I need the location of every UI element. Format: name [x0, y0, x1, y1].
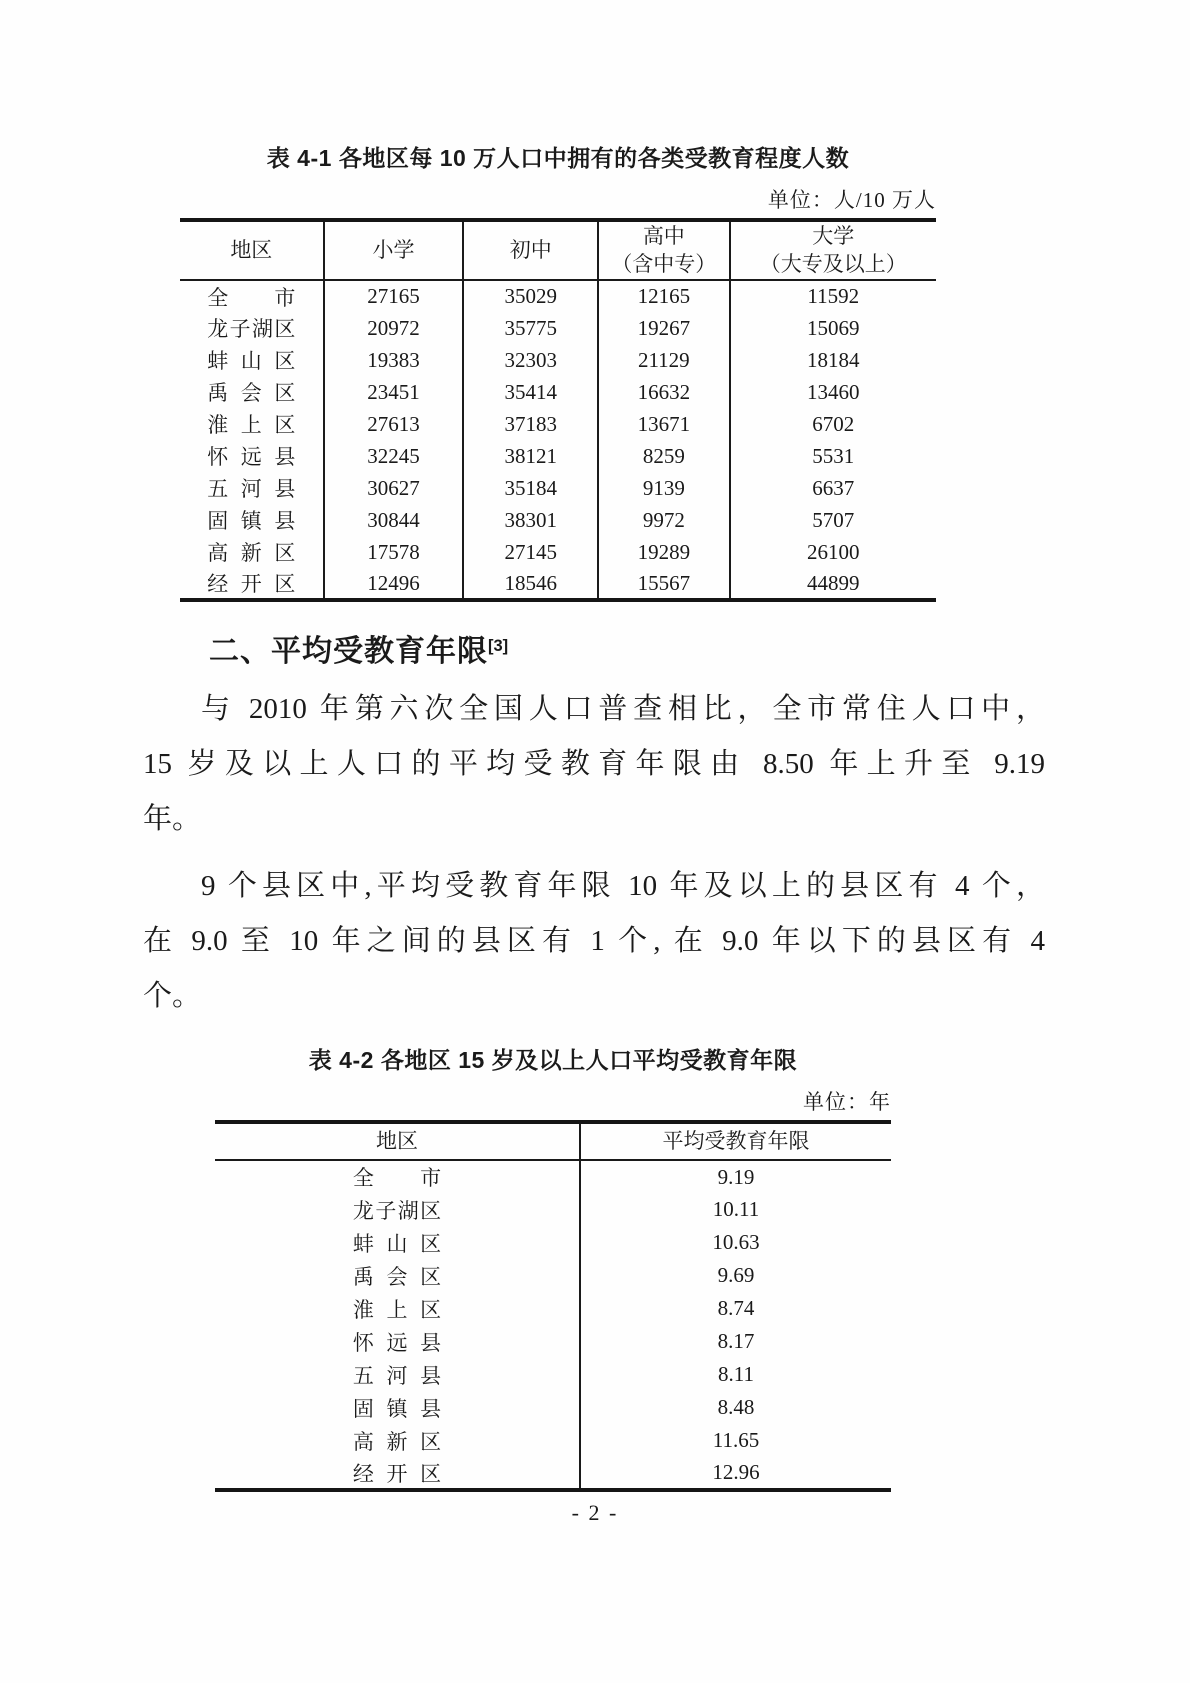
cell-junior: 32303 [463, 344, 598, 376]
cell-senior: 9139 [598, 472, 730, 504]
table-row [180, 280, 936, 312]
cell-years: 9.19 [580, 1160, 891, 1193]
table-row [180, 312, 936, 344]
cell-region [180, 280, 324, 312]
cell-region [215, 1160, 580, 1193]
region-label: 淮上区 [352, 1297, 442, 1322]
cell-region [215, 1226, 580, 1259]
cell-years: 8.17 [580, 1325, 891, 1358]
region-label: 怀远县 [352, 1330, 442, 1355]
cell-primary: 27165 [324, 280, 464, 312]
region-label: 全市 [207, 285, 296, 310]
table-4-1-unit: 单位：人/10 万人 [767, 188, 936, 212]
cell-senior: 12165 [598, 280, 730, 312]
table-4-2 [215, 1120, 891, 1492]
cell-years: 8.74 [580, 1292, 891, 1325]
cell-college: 6702 [730, 408, 936, 440]
cell-region [215, 1193, 580, 1226]
table-4-2-title: 表 4-2 各地区 15 岁及以上人口平均受教育年限 [308, 1047, 798, 1073]
cell-primary: 19383 [324, 344, 464, 376]
region-label: 龙子湖区 [207, 317, 296, 341]
cell-college: 18184 [730, 344, 936, 376]
cell-junior: 35414 [463, 376, 598, 408]
column-header-college-line2: （大专及以上） [759, 251, 907, 276]
table-4-2-unit: 单位：年 [803, 1090, 891, 1114]
cell-junior: 37183 [463, 408, 598, 440]
cell-junior: 38301 [463, 504, 598, 536]
page-number: - 2 - [571, 1500, 619, 1525]
column-header-region: 地区 [180, 220, 324, 280]
region-label: 龙子湖区 [352, 1198, 442, 1223]
table-header-row [215, 1122, 891, 1160]
region-label: 高新区 [207, 541, 296, 565]
table-row [180, 504, 936, 536]
table-row [180, 440, 936, 472]
paragraph-2 [143, 859, 1045, 1024]
table-4-1-title: 表 4-1 各地区每 10 万人口中拥有的各类受教育程度人数 [266, 145, 850, 171]
cell-senior: 13671 [598, 408, 730, 440]
cell-college: 15069 [730, 312, 936, 344]
table-row [180, 344, 936, 376]
cell-college: 13460 [730, 376, 936, 408]
column-header-senior-line2: （含中专） [611, 251, 717, 276]
section-heading-text: 二、平均受教育年限 [209, 635, 488, 668]
section-heading [143, 626, 1190, 670]
cell-years: 10.63 [580, 1226, 891, 1259]
region-label: 蚌山区 [352, 1231, 442, 1256]
table-row [215, 1391, 891, 1424]
cell-senior: 19267 [598, 312, 730, 344]
cell-region [215, 1325, 580, 1358]
region-label: 淮上区 [207, 413, 296, 437]
cell-region [215, 1424, 580, 1457]
cell-years: 10.11 [580, 1193, 891, 1226]
table-row [215, 1358, 891, 1391]
cell-junior: 35029 [463, 280, 598, 312]
region-label: 五河县 [352, 1363, 442, 1388]
column-header-junior: 初中 [463, 220, 598, 280]
cell-primary: 23451 [324, 376, 464, 408]
table-row [180, 568, 936, 600]
body-text [143, 682, 1045, 1024]
cell-region [215, 1259, 580, 1292]
cell-primary: 20972 [324, 312, 464, 344]
table-row [215, 1325, 891, 1358]
table-row [180, 376, 936, 408]
region-label: 经开区 [352, 1461, 442, 1486]
footnote-reference: [3] [488, 637, 509, 655]
cell-primary: 32245 [324, 440, 464, 472]
paragraph-line: 9 个县区中,平均受教育年限 10 年及以上的县区有 4 个， [201, 870, 1045, 902]
table-header-row [180, 220, 936, 280]
column-header-senior-line1: 高中 [642, 224, 685, 249]
cell-college: 44899 [730, 568, 936, 600]
cell-region [180, 408, 324, 440]
cell-senior: 21129 [598, 344, 730, 376]
cell-college: 6637 [730, 472, 936, 504]
cell-college: 5531 [730, 440, 936, 472]
cell-college: 5707 [730, 504, 936, 536]
paragraph-line: 年。 [143, 803, 202, 835]
cell-region [215, 1358, 580, 1391]
cell-college: 11592 [730, 280, 936, 312]
table-row [215, 1226, 891, 1259]
cell-junior: 35775 [463, 312, 598, 344]
cell-region [180, 312, 324, 344]
paragraph-line: 与 2010 年第六次全国人口普查相比，全市常住人口中， [201, 693, 1045, 725]
table-row [215, 1160, 891, 1193]
cell-primary: 30627 [324, 472, 464, 504]
table-4-2-section [215, 1042, 891, 1492]
cell-senior: 19289 [598, 536, 730, 568]
region-label: 固镇县 [207, 509, 296, 533]
table-row [215, 1457, 891, 1490]
cell-region [215, 1292, 580, 1325]
cell-college: 26100 [730, 536, 936, 568]
cell-region [180, 344, 324, 376]
cell-senior: 16632 [598, 376, 730, 408]
table-4-1 [180, 218, 936, 602]
table-row [180, 408, 936, 440]
cell-region [180, 440, 324, 472]
paragraph-1 [143, 682, 1045, 847]
cell-region [180, 504, 324, 536]
cell-region [180, 472, 324, 504]
table-row [215, 1292, 891, 1325]
paragraph-line: 在 9.0 至 10 年之间的县区有 1 个, 在 9.0 年以下的县区有 4 [143, 925, 1045, 957]
region-label: 怀远县 [207, 445, 296, 469]
cell-primary: 30844 [324, 504, 464, 536]
table-row [215, 1424, 891, 1457]
cell-primary: 27613 [324, 408, 464, 440]
table-row [180, 536, 936, 568]
cell-region [215, 1457, 580, 1490]
region-label: 固镇县 [352, 1396, 442, 1421]
cell-senior: 8259 [598, 440, 730, 472]
cell-junior: 35184 [463, 472, 598, 504]
region-label: 经开区 [207, 572, 296, 596]
cell-region [180, 568, 324, 600]
region-label: 五河县 [207, 477, 296, 501]
region-label: 高新区 [352, 1429, 442, 1454]
column-header-senior [598, 220, 730, 280]
cell-senior: 15567 [598, 568, 730, 600]
paragraph-line: 15 岁及以上人口的平均受教育年限由 8.50 年上升至 9.19 [143, 748, 1045, 780]
table-row [215, 1193, 891, 1226]
cell-years: 12.96 [580, 1457, 891, 1490]
cell-years: 8.48 [580, 1391, 891, 1424]
column-header-region: 地区 [215, 1122, 580, 1160]
cell-years: 8.11 [580, 1358, 891, 1391]
cell-region [180, 376, 324, 408]
cell-junior: 27145 [463, 536, 598, 568]
column-header-college [730, 220, 936, 280]
column-header-years: 平均受教育年限 [580, 1122, 891, 1160]
region-label: 全市 [352, 1166, 442, 1190]
cell-junior: 18546 [463, 568, 598, 600]
cell-primary: 17578 [324, 536, 464, 568]
table-4-1-section [180, 140, 936, 602]
cell-primary: 12496 [324, 568, 464, 600]
table-row [180, 472, 936, 504]
cell-years: 9.69 [580, 1259, 891, 1292]
paragraph-line: 个。 [143, 980, 202, 1012]
cell-years: 11.65 [580, 1424, 891, 1457]
cell-junior: 38121 [463, 440, 598, 472]
region-label: 禹会区 [352, 1264, 442, 1289]
region-label: 禹会区 [207, 381, 296, 405]
column-header-college-line1: 大学 [812, 224, 855, 249]
column-header-primary: 小学 [324, 220, 464, 280]
cell-senior: 9972 [598, 504, 730, 536]
table-row [215, 1259, 891, 1292]
region-label: 蚌山区 [207, 349, 296, 373]
cell-region [180, 536, 324, 568]
cell-region [215, 1391, 580, 1424]
